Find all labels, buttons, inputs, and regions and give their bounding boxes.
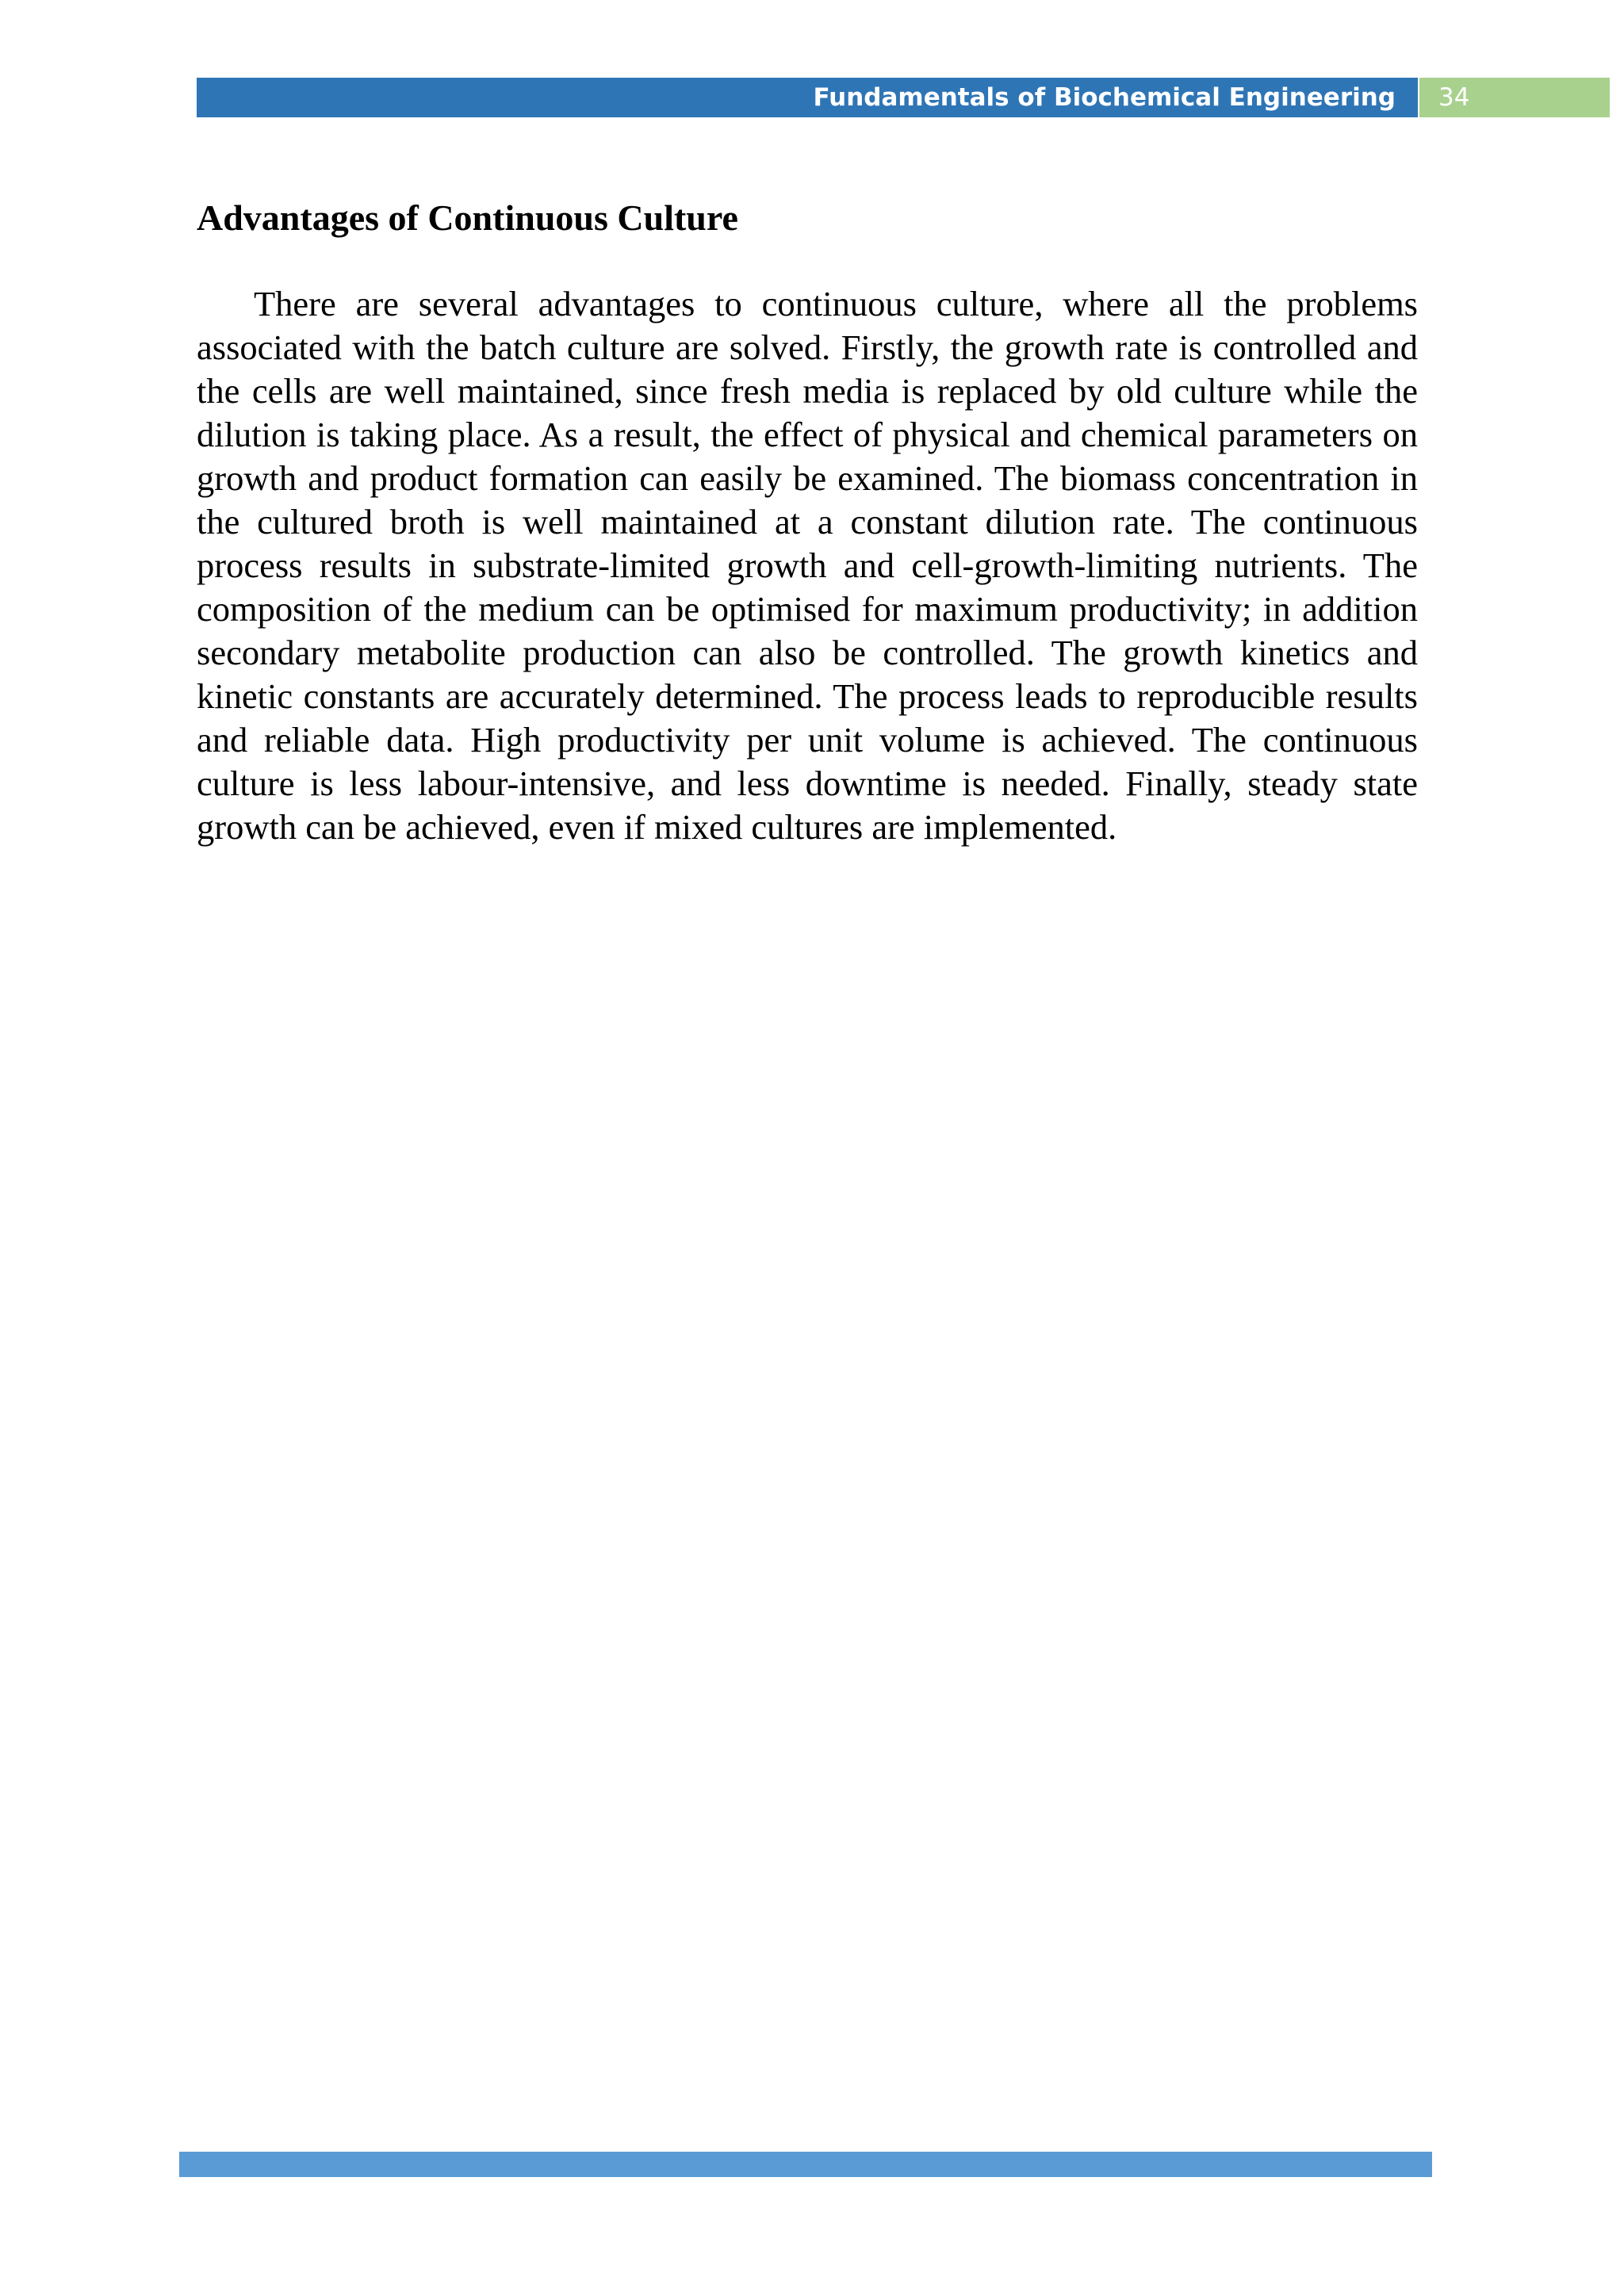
body-paragraph: There are several advantages to continuous culture, where all the problems associated with the batch culture are solved. Firstly, the growth rate is controlled and the cells are well maintained, since fresh media is replaced by old culture while the dilution is taking place. As a result, the effect of physical and chemical parameters on growth and product formation can easily be examined. The biomass concentration in the cultured broth is well maintained at a constant dilution rate. The continuous process results in substrate-limited growth and cell-growth-limiting nutrients. The composition of the medium can be optimised for maximum productivity; in addition secondary metabolite production can also be controlled. The growth kinetics and kinetic constants are accurately determined. The process leads to reproducible results and reliable data. High productivity per unit volume is achieved. The continuous culture is less labour-intensive, and less downtime is needed. Finally, steady state growth can be achieved, even if mixed cultures are implemented. <box>197 284 1418 847</box>
page-number-box <box>1419 78 1610 117</box>
running-header-title: Fundamentals of Biochemical Engineering <box>813 83 1396 112</box>
footer-bar <box>179 2152 1432 2177</box>
section-heading: Advantages of Continuous Culture <box>197 197 738 238</box>
page-number: 34 <box>1438 83 1470 112</box>
running-header-bar <box>197 78 1418 117</box>
